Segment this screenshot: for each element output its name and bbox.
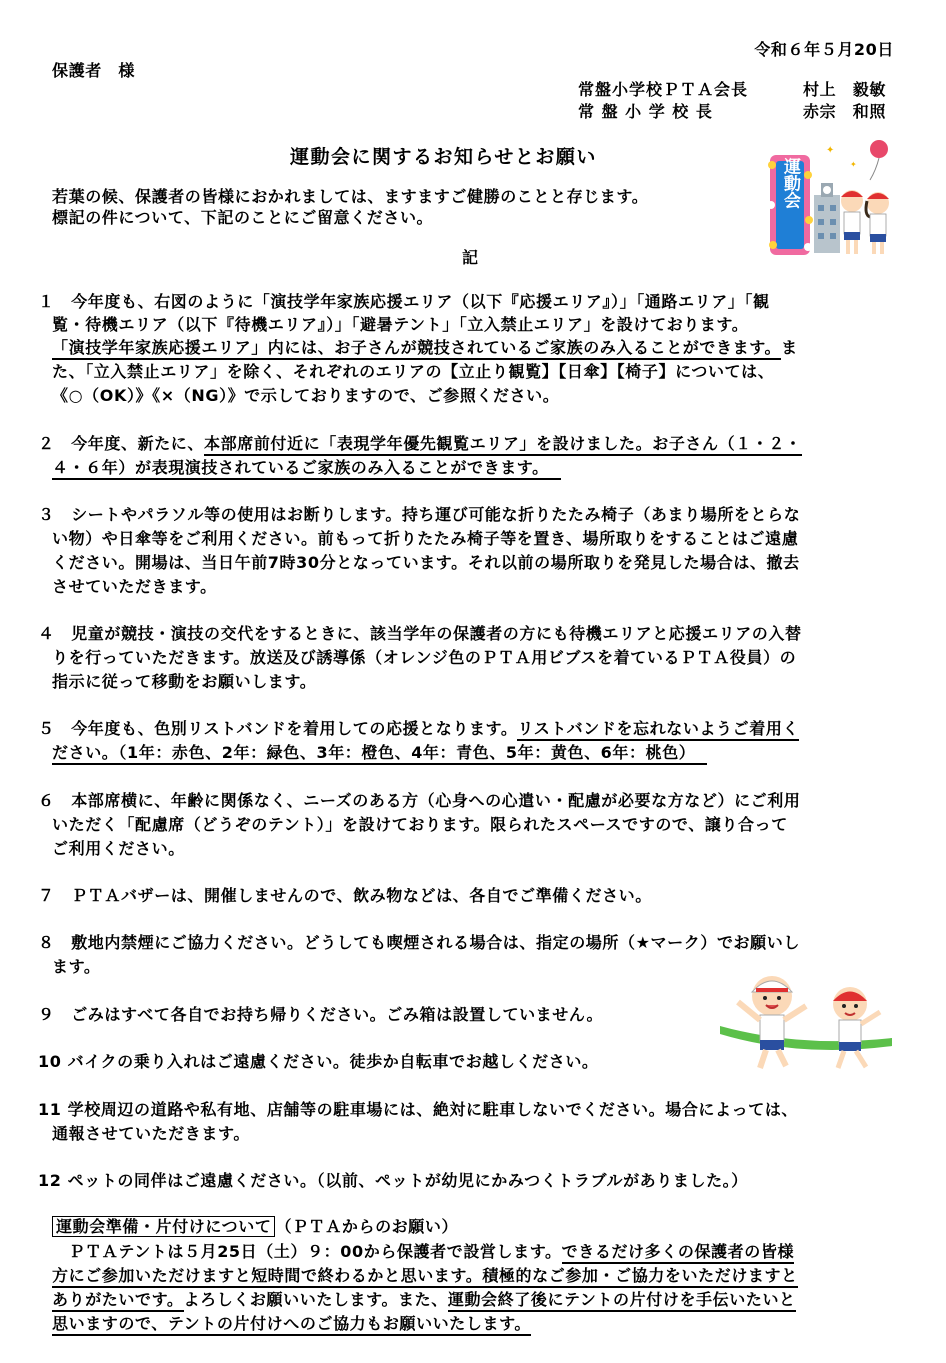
item-1-line-1: １ 今年度も、右図のように「演技学年家族応援エリア（以下『応援エリア』）」「通路エリア」「観 — [38, 292, 770, 311]
item-6-line-1: ６ 本部席横に、年齢に関係なく、ニーズのある方（心身への心遣い・配慮が必要な方など）にご利用 — [38, 791, 801, 810]
ki-mark: 記 — [462, 248, 479, 267]
item-5-line-1: ５ 今年度も、色別リストバンドを着用しての応援となります。リストバンドを忘れないようご着用く — [38, 717, 799, 741]
item-7-line-1: ７ ＰＴＡバザーは、開催しませんので、飲み物などは、各自でご準備ください。 — [38, 886, 652, 905]
pta-underlined-text: できるだけ多くの保護者の皆様 — [562, 1242, 794, 1264]
item-1-line-4: た、「立入禁止エリア」を除く、それぞれのエリアの【立止り観覧】【日傘】【椅子】については、 — [52, 362, 775, 381]
pta-line-3: ありがたいです。よろしくお願いいたします。また、運動会終了後にテントの片付けを手伝いたいと — [52, 1288, 796, 1312]
item-1-line-3: 「演技学年家族応援エリア」内には、お子さんが競技されているご家族のみ入ることができます。ま — [52, 336, 798, 360]
sign-text: 運動会 — [780, 157, 800, 209]
intro-line-1: 若葉の候、保護者の皆様におかれましては、ますますご健勝のことと存じます。 — [52, 187, 649, 206]
intro-line-2: 標記の件について、下記のことにご留意ください。 — [52, 208, 434, 227]
pta-heading: 運動会準備・片付けについて （ＰＴＡからのお願い） — [52, 1215, 458, 1239]
addressee: 保護者 様 — [52, 61, 136, 80]
pta-heading-box: 運動会準備・片付けについて — [52, 1216, 275, 1237]
sender2-title: 常 盤 小 学 校 長 — [578, 102, 713, 121]
item-4-line-2: りを行っていただきます。放送及び誘導係（オレンジ色のＰＴＡ用ビブスを着ているＰＴＡ役員）の — [52, 648, 797, 667]
svg-text:✦: ✦ — [850, 160, 857, 169]
pta-line-4: 思いますので、テントの片付けへのご協力もお願いいたします。 — [52, 1312, 531, 1336]
sender1-title: 常盤小学校ＰＴＡ会長 — [578, 80, 749, 99]
school-building-icon — [814, 183, 840, 253]
item-3-line-3: ください。開場は、当日午前7時30分となっています。それ以前の場所取りを発見した場合は、撤去 — [52, 553, 800, 572]
item-6-line-3: ご利用ください。 — [52, 839, 185, 858]
page-title: 運動会に関するお知らせとお願い — [290, 146, 597, 168]
item-5-underlined-text: リストバンドを忘れないようご着用く — [517, 719, 799, 741]
item-2-line-2: ４・６年）が表現演技されているご家族のみ入ることができます。 — [52, 456, 561, 480]
item-8-line-2: ます。 — [52, 957, 101, 976]
date: 令和６年５月20日 — [754, 40, 894, 59]
item-9-line-1: ９ ごみはすべて各自でお持ち帰りください。ごみ箱は設置していません。 — [38, 1005, 604, 1024]
item-1-line-2: 覧・待機エリア（以下『待機エリア』）」「避暑テント」「立入禁止エリア」を設けております。 — [52, 315, 749, 334]
svg-text:✦: ✦ — [826, 145, 835, 156]
sports-day-illustration — [758, 135, 898, 260]
item-6-line-2: いただく「配慮席（どうぞのテント）」を設けております。限られたスペースですので、譲り合って — [52, 815, 788, 834]
item-12-line-1: 12 ペットの同伴はご遠慮ください。（以前、ペットが幼児にかみつくトラブルがありました。） — [38, 1171, 748, 1190]
item-3-line-1: ３ シートやパラソル等の使用はお断りします。持ち運び可能な折りたたみ椅子（あまり場所をとらな — [38, 505, 801, 524]
item-4-line-3: 指示に従って移動をお願いします。 — [52, 672, 317, 691]
item-1-line-5: 《○（OK）》《×（NG）》で示しておりますので、ご参照ください。 — [52, 386, 560, 405]
pta-line-1: ＰＴＡテントは５月25日（土）９：00から保護者で設営します。できるだけ多くの保護者の皆様 — [52, 1240, 794, 1264]
sender2-name: 赤宗 和照 — [803, 102, 887, 121]
item-10-line-1: 10 バイクの乗り入れはご遠慮ください。徒歩か自転車でお越しください。 — [38, 1052, 599, 1071]
pta-line-2: 方にご参加いただけますと短時間で終わるかと思います。積極的なご参加・ご協力をいただけますと — [52, 1264, 798, 1288]
sender1-name: 村上 毅敏 — [803, 80, 887, 99]
item-2-line-1: ２ 今年度、新たに、本部席前付近に「表現学年優先観覧エリア」を設けました。お子さん（１・２・ — [38, 432, 802, 456]
item-3-line-2: い物）や日傘等をご利用ください。前もって折りたたみ椅子等を置き、場所取りをすることはご遠慮 — [52, 529, 799, 548]
item-1-underlined-text: 「演技学年家族応援エリア」内には、お子さんが競技されているご家族のみ入ることができます。 — [52, 338, 781, 360]
running-children-icon — [720, 968, 895, 1073]
item-2-underlined-text: 本部席前付近に「表現学年優先観覧エリア」を設けました。お子さん（１・２・ — [204, 434, 802, 456]
item-3-line-4: させていただきます。 — [52, 577, 217, 596]
item-5-line-2: ださい。（1年：赤色、2年：緑色、3年：橙色、4年：青色、5年：黄色、6年：桃色） — [52, 741, 707, 765]
item-8-line-1: ８ 敷地内禁煙にご協力ください。どうしても喫煙される場合は、指定の場所（★マーク）でお願いし — [38, 933, 800, 952]
item-4-line-1: ４ 児童が競技・演技の交代をするときに、該当学年の保護者の方にも待機エリアと応援エリアの入替 — [38, 624, 802, 643]
item-11-line-2: 通報させていただきます。 — [52, 1124, 250, 1143]
item-11-line-1: 11 学校周辺の道路や私有地、店舗等の駐車場には、絶対に駐車しないでください。場合によっては、 — [38, 1100, 799, 1119]
